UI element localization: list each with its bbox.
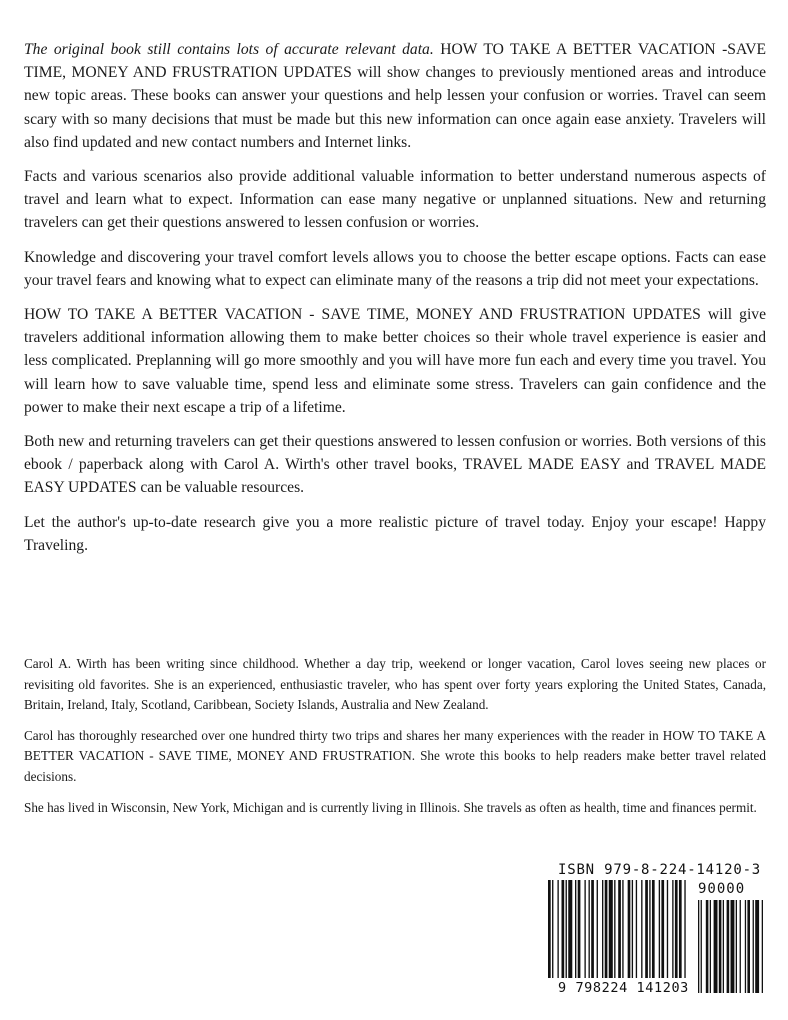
- addon-bar: [706, 900, 709, 993]
- barcode-bar: [672, 880, 673, 978]
- isbn-barcode-block: [538, 858, 770, 998]
- barcode-bar: [605, 880, 608, 978]
- description-paragraph-5: Both new and returning travelers can get their questions answered to lessen confusion or worries. Both versions of this ebook / paperback along with Carol A. Wirth's other travel books, TRAVEL MADE EASY and TRAVEL MADE EASY UPDATES can be valuable resources.: [24, 433, 766, 497]
- addon-bar: [747, 900, 750, 993]
- barcode-bar: [614, 880, 615, 978]
- addon-bar: [698, 900, 699, 993]
- addon-bar: [710, 900, 711, 993]
- barcode-bar: [636, 880, 637, 978]
- barcode-bar: [675, 880, 678, 978]
- barcode-bar: [679, 880, 682, 978]
- description-paragraph-6: Let the author's up-to-date research give you a more realistic picture of travel today. Enjoy your escape! Happy Traveling.: [24, 513, 766, 554]
- addon-bar: [714, 900, 718, 993]
- bio-paragraph-3: She has lived in Wisconsin, New York, Michigan and is currently living in Illinois. She travels as often as health, time and finances permit.: [24, 799, 757, 815]
- barcode-bar: [578, 880, 581, 978]
- isbn-label: ISBN 979-8-224-14120-3: [558, 862, 762, 878]
- barcode-bar: [659, 880, 660, 978]
- lead-sentence: The original book still contains lots of accurate relevant data.: [24, 41, 434, 58]
- barcode-bar: [562, 880, 565, 978]
- barcode-bar: [622, 880, 623, 978]
- barcode-bar: [645, 880, 648, 978]
- barcode-bar: [684, 880, 685, 978]
- barcode-bar: [667, 880, 668, 978]
- barcode-bar: [628, 880, 631, 978]
- description-paragraph-2: Facts and various scenarios also provide additional valuable information to better understand numerous aspects of travel and learn what to expect. Information can ease many negative or unplanned situations. New and returning travelers can get their questions answered to lessen confusion or worries.: [24, 168, 766, 232]
- description-paragraph-3: Knowledge and discovering your travel comfort levels allows you to choose the better escape options. Facts can ease your travel fears and knowing what to expect can eliminate many of the reasons a trip did not meet your expectations.: [24, 248, 766, 289]
- barcode-bar: [557, 880, 558, 978]
- description-paragraph-4: HOW TO TAKE A BETTER VACATION - SAVE TIME, MONEY AND FRUSTRATION UPDATES will give travelers additional information allowing them to make better choices so their whole travel experience is easier and less complicated. Preplanning will go more smoothly and you will have more fun each and every time you travel. You will learn how to save valuable time, spend less and eliminate some stress. Travelers can gain confidence and the power to make their next escape a trip of a lifetime.: [24, 306, 766, 416]
- addon-bar: [755, 900, 759, 993]
- addon-bar: [762, 900, 763, 993]
- barcode-bar: [649, 880, 650, 978]
- barcode-bar: [632, 880, 633, 978]
- barcode-bar: [618, 880, 621, 978]
- barcode-bar: [575, 880, 576, 978]
- barcode-bar: [652, 880, 655, 978]
- barcode-bar: [566, 880, 567, 978]
- addon-bar: [723, 900, 724, 993]
- barcode-bar: [641, 880, 642, 978]
- barcode-bar: [609, 880, 613, 978]
- paragraph-1-body: HOW TO TAKE A BETTER VACATION -SAVE TIME, MONEY AND FRUSTRATION UPDATES will show changes to previously mentioned areas and introduce new topic areas. These books can answer your questions and help lessen your confusion or worries. Travel can seem scary with so many decisions that must be made but this new information can once again ease anxiety. Travelers will also find updated and new contact numbers and Internet links.: [24, 41, 766, 151]
- addon-bar: [719, 900, 722, 993]
- author-bio: [24, 654, 766, 828]
- back-cover-description: [24, 38, 766, 568]
- addon-bar: [731, 900, 735, 993]
- addon-bar: [740, 900, 741, 993]
- description-paragraph-1: [24, 38, 766, 154]
- barcode-bar: [548, 880, 551, 978]
- addon-bar: [727, 900, 730, 993]
- barcode-graphic: [538, 858, 770, 998]
- addon-code: 90000: [698, 881, 746, 897]
- bio-paragraph-1: Carol A. Wirth has been writing since childhood. Whether a day trip, weekend or longer vacation, Carol loves seeing new places or revisiting old favorites. She is an experienced, enthusiastic traveler, who has spent over forty years exploring the United States, Canada, Britain, Ireland, Italy, Scotland, Caribbean, Society Islands, Australia and New Zealand.: [24, 656, 766, 713]
- bio-paragraph-2: Carol has thoroughly researched over one hundred thirty two trips and shares her many experiences with the reader in HOW TO TAKE A BETTER VACATION - SAVE TIME, MONEY AND FRUSTRATION. She wrote this books to help readers make better travel related decisions.: [24, 727, 766, 784]
- barcode-bar: [584, 880, 585, 978]
- barcode-digits: 9 798224 141203: [558, 980, 689, 996]
- barcode-bar: [568, 880, 572, 978]
- addon-bar: [736, 900, 737, 993]
- addon-bar: [745, 900, 746, 993]
- addon-bar: [753, 900, 754, 993]
- barcode-bar: [591, 880, 594, 978]
- barcode-bar: [597, 880, 598, 978]
- barcode-bar: [661, 880, 664, 978]
- addon-bar: [701, 900, 702, 993]
- barcode-bar: [552, 880, 553, 978]
- barcode-bar: [602, 880, 603, 978]
- barcode-bar: [589, 880, 590, 978]
